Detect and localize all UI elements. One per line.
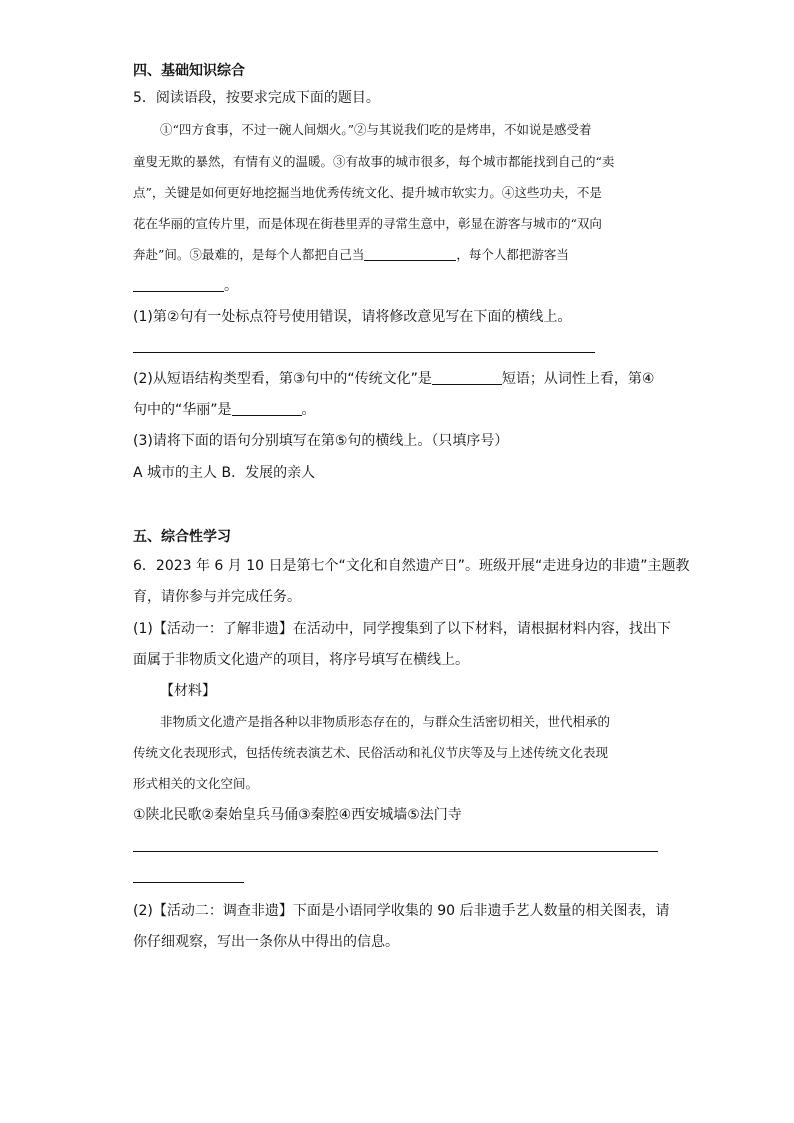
- material-line-2: 传统文化表现形式，包括传统表演艺术、民俗活动和礼仪节庆等及与上述传统文化表现: [133, 745, 609, 760]
- answer-line-3[interactable]: [133, 882, 244, 883]
- answer-blank-1[interactable]: [364, 246, 456, 261]
- section-heading-4: 四、基础知识综合: [133, 63, 245, 79]
- answer-blank-3[interactable]: [432, 370, 502, 385]
- activity-1-line-1: (1)【活动一：了解非遗】在活动中，同学搜集到了以下材料，请根据材料内容，找出下: [133, 621, 671, 637]
- sub-question-1: (1)第②句有一处标点符号使用错误，请将修改意见写在下面的横线上。: [133, 309, 572, 325]
- passage-line-1: ①“四方食事，不过一碗人间烟火。”②与其说我们吃的是烤串，不如说是感受着: [160, 122, 592, 137]
- passage-line-4: 花在华丽的宣传片里，而是体现在街巷里弄的寻常生意中，彰显在游客与城市的“双向: [133, 216, 602, 231]
- activity-1-line-2: 面属于非物质文化遗产的项目，将序号填写在横线上。: [133, 652, 469, 668]
- passage-line-6: [133, 277, 238, 295]
- answer-line-1[interactable]: [133, 352, 595, 353]
- question-6-prompt-line-2: 育，请你参与并完成任务。: [133, 589, 301, 605]
- activity-2-line-2: 你仔细观察，写出一条你从中得出的信息。: [133, 934, 399, 950]
- answer-blank-4[interactable]: [232, 401, 302, 416]
- heritage-items: ①陕北民歌②秦始皇兵马俑③秦腔④西安城墙⑤法门寺: [133, 807, 462, 823]
- question-5-prompt: 5．阅读语段，按要求完成下面的题目。: [133, 90, 380, 106]
- sub-question-2-line-1: (2)从短语结构类型看，第③句中的“传统文化”是 短语；从词性上看，第④: [133, 371, 655, 387]
- sub-question-3: (3)请将下面的语句分别填写在第⑤句的横线上。（只填序号）: [133, 433, 509, 449]
- answer-line-2[interactable]: [133, 851, 658, 852]
- passage-line-5-end: ，每个人都把游客当: [456, 247, 569, 262]
- section-heading-5: 五、综合性学习: [133, 529, 231, 545]
- material-line-1: 非物质文化遗产是指各种以非物质形态存在的，与群众生活密切相关，世代相承的: [160, 714, 611, 729]
- passage-line-5: [133, 246, 569, 264]
- answer-options: A 城市的主人 B．发展的亲人: [133, 465, 316, 481]
- answer-blank-2[interactable]: [133, 277, 224, 292]
- passage-line-2: 童叟无欺的暴然，有情有义的温暖。③有故事的城市很多，每个城市都能找到自己的“卖: [133, 154, 615, 169]
- passage-line-6-end: 。: [224, 278, 238, 294]
- passage-line-5-start: 奔赴”间。⑤最难的，是每个人都把自己当: [133, 247, 365, 262]
- material-line-3: 形式相关的文化空间。: [133, 776, 259, 791]
- question-6-prompt-line-1: 6．2023 年 6 月 10 日是第七个“文化和自然遗产日”。班级开展“走进身边的非遗”主题教: [133, 558, 690, 574]
- passage-line-3: 点”，关键是如何更好地挖掘当地优秀传统文化、提升城市软实力。④这些功夫，不是: [133, 185, 602, 200]
- material-label: 【材料】: [160, 683, 216, 699]
- sub-question-2-line-2: 句中的“华丽”是 。: [133, 402, 316, 418]
- activity-2-line-1: (2)【活动二：调查非遗】下面是小语同学收集的 90 后非遗手艺人数量的相关图表，请: [133, 903, 670, 919]
